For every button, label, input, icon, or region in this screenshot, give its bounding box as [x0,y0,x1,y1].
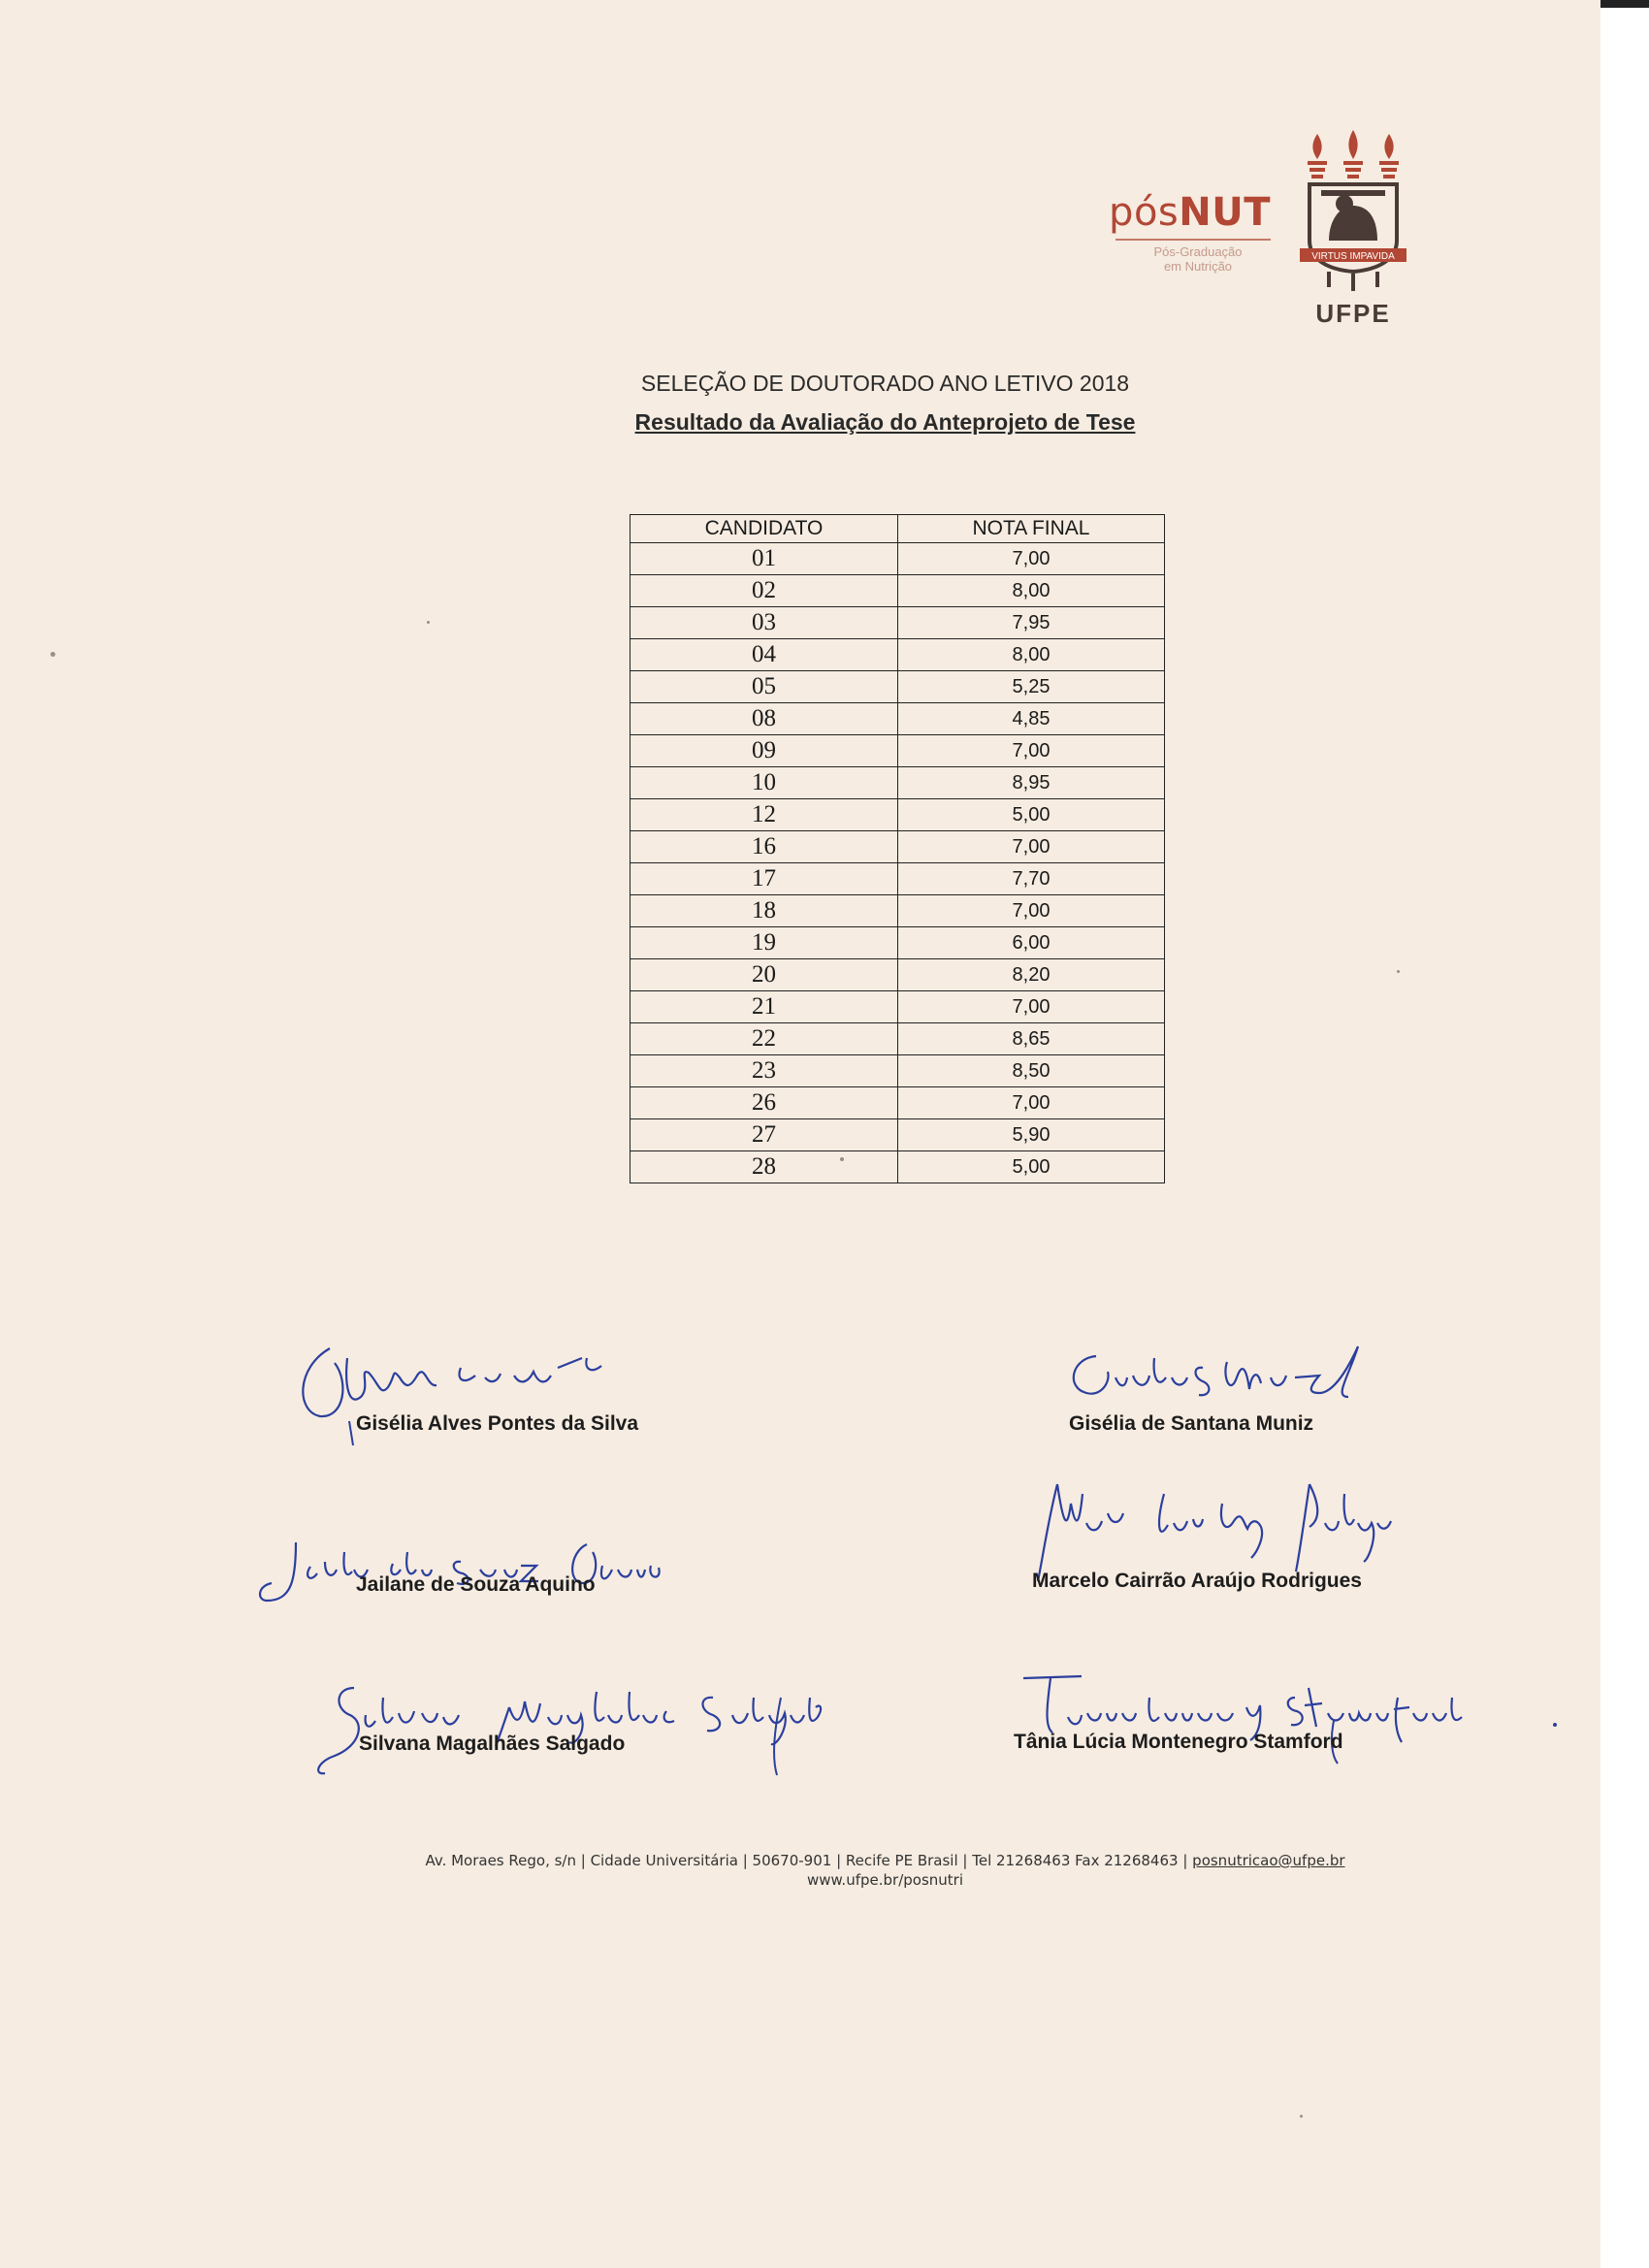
signatory-name: Silvana Magalhães Salgado [359,1733,626,1755]
final-grade: 7,00 [898,991,1165,1023]
final-grade: 8,95 [898,767,1165,799]
final-grade: 8,50 [898,1055,1165,1087]
final-grade: 8,20 [898,959,1165,991]
table-row [630,575,1165,607]
posnut-logo [1106,190,1271,274]
signatory-name: Marcelo Cairrão Araújo Rodrigues [1032,1570,1362,1592]
final-grade: 5,25 [898,671,1165,703]
candidate-number: 21 [630,991,898,1023]
final-grade: 7,00 [898,735,1165,767]
candidate-number: 10 [630,767,898,799]
signatory-name: Tânia Lúcia Montenegro Stamford [1014,1731,1343,1753]
candidate-number: 09 [630,735,898,767]
candidate-number: 04 [630,639,898,671]
final-grade: 7,00 [898,895,1165,927]
scan-margin [1600,0,1649,2268]
handwritten-signature [1014,1659,1557,1775]
column-header-candidato: CANDIDATO [630,515,898,543]
document-subtitle: Resultado da Avaliação do Anteprojeto de Tese [634,409,1136,435]
scan-corner-mark [1600,0,1649,8]
table-row [630,831,1165,863]
final-grade: 7,00 [898,543,1165,575]
candidate-number: 18 [630,895,898,927]
final-grade: 8,65 [898,1023,1165,1055]
candidate-number: 12 [630,799,898,831]
final-grade: 5,90 [898,1119,1165,1151]
candidate-number: 19 [630,927,898,959]
posnut-wordmark: pósNUT [1109,190,1271,235]
final-grade: 4,85 [898,703,1165,735]
candidate-number: 26 [630,1087,898,1119]
table-row [630,799,1165,831]
signatory-name: Jailane de Souza Aquino [356,1573,596,1596]
footer-address [0,1852,1649,1869]
paper-speck [1300,2115,1303,2118]
candidate-number: 03 [630,607,898,639]
final-grade: 7,00 [898,831,1165,863]
candidate-number: 20 [630,959,898,991]
handwritten-signature [306,1669,878,1785]
final-grade: 7,95 [898,607,1165,639]
column-header-nota-final: NOTA FINAL [898,515,1165,543]
table-row [630,959,1165,991]
final-grade: 7,00 [898,1087,1165,1119]
paper-speck [427,621,430,624]
table-row [630,1151,1165,1183]
document-title: SELEÇÃO DE DOUTORADO ANO LETIVO 2018 [640,371,1130,396]
final-grade: 8,00 [898,575,1165,607]
footer-website[interactable]: www.ufpe.br/posnutri [807,1871,963,1889]
posnut-subtitle: Pós-Graduação em Nutrição [1153,244,1243,274]
table-row [630,671,1165,703]
svg-text:VIRTUS IMPAVIDA: VIRTUS IMPAVIDA [1311,251,1395,262]
signatory-name: Gisélia de Santana Muniz [1069,1412,1314,1435]
table-row [630,991,1165,1023]
candidate-number: 22 [630,1023,898,1055]
table-row [630,1119,1165,1151]
footer-address-text: Av. Moraes Rego, s/n | Cidade Universitária | 50670-901 | Recife PE Brasil | Tel 21268463 Fax 21268463 | [425,1852,1188,1869]
table-row [630,895,1165,927]
final-grade: 6,00 [898,927,1165,959]
results-table [630,514,1165,1183]
candidate-number: 27 [630,1119,898,1151]
footer-email-link[interactable]: posnutricao@ufpe.br [1192,1852,1345,1869]
table-row [630,543,1165,575]
table-row [630,735,1165,767]
table-row [630,927,1165,959]
table-row [630,607,1165,639]
table-row [630,863,1165,895]
table-row [630,1087,1165,1119]
candidate-number: 28 [630,1151,898,1183]
candidate-number: 17 [630,863,898,895]
table-row [630,767,1165,799]
final-grade: 8,00 [898,639,1165,671]
table-row [630,1023,1165,1055]
paper-speck [1397,970,1400,973]
ufpe-wordmark: UFPE [1315,299,1391,328]
final-grade: 7,70 [898,863,1165,895]
ufpe-emblem-icon [1300,126,1406,296]
candidate-number: 23 [630,1055,898,1087]
candidate-number: 01 [630,543,898,575]
candidate-number: 05 [630,671,898,703]
candidate-number: 16 [630,831,898,863]
table-row [630,1055,1165,1087]
paper-speck [50,652,55,657]
table-header-row [630,515,1165,543]
final-grade: 5,00 [898,799,1165,831]
candidate-number: 08 [630,703,898,735]
table-row [630,703,1165,735]
table-row [630,639,1165,671]
final-grade: 5,00 [898,1151,1165,1183]
signatory-name: Gisélia Alves Pontes da Silva [356,1412,639,1435]
candidate-number: 02 [630,575,898,607]
posnut-divider [1116,239,1271,241]
